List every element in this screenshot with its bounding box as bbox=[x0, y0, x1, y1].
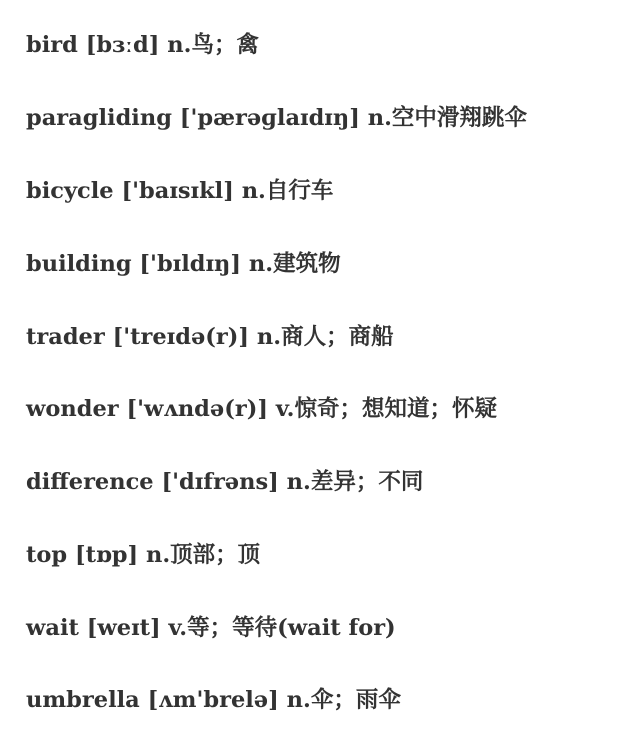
entry-meaning: n.顶部；顶 bbox=[145, 542, 261, 568]
entry-word: top bbox=[26, 542, 68, 568]
entry-phonetic: [weɪt] bbox=[86, 615, 161, 641]
entry-word: difference bbox=[26, 469, 154, 495]
entry-meaning: n.建筑物 bbox=[248, 251, 341, 277]
vocab-entry-top bbox=[26, 535, 260, 575]
entry-word: bicycle bbox=[26, 178, 114, 204]
entry-word: wait bbox=[26, 615, 79, 641]
entry-phonetic: ['wʌndə(r)] bbox=[126, 396, 269, 422]
entry-word: wonder bbox=[26, 396, 119, 422]
vocab-entry-bicycle bbox=[26, 171, 333, 211]
vocab-entry-difference bbox=[26, 462, 423, 502]
entry-phonetic: ['bɪldɪŋ] bbox=[139, 251, 242, 277]
entry-word: umbrella bbox=[26, 687, 140, 713]
vocab-entry-bird bbox=[26, 25, 259, 65]
entry-phonetic: [tɒp] bbox=[74, 542, 139, 568]
entry-word: building bbox=[26, 251, 132, 277]
entry-meaning: n.空中滑翔跳伞 bbox=[367, 105, 527, 131]
entry-meaning: v.惊奇；想知道；怀疑 bbox=[275, 396, 498, 422]
vocab-entry-paragliding bbox=[26, 98, 527, 138]
entry-phonetic: ['baɪsɪkl] bbox=[121, 178, 234, 204]
entry-phonetic: [ʌm'brelə] bbox=[147, 687, 279, 713]
vocab-entry-building bbox=[26, 244, 341, 284]
entry-word: trader bbox=[26, 324, 105, 350]
entry-word: paragliding bbox=[26, 105, 172, 131]
entry-phonetic: [bɜːd] bbox=[85, 32, 160, 58]
entry-phonetic: ['treɪdə(r)] bbox=[112, 324, 250, 350]
vocab-entry-wait bbox=[26, 608, 396, 648]
vocab-entry-umbrella bbox=[26, 680, 401, 720]
vocab-entry-trader bbox=[26, 317, 394, 357]
vocab-entry-wonder bbox=[26, 389, 497, 429]
entry-meaning: v.等；等待(wait for) bbox=[168, 615, 396, 641]
entry-meaning: n.差异；不同 bbox=[286, 469, 424, 495]
entry-phonetic: ['dɪfrəns] bbox=[161, 469, 279, 495]
entry-meaning: n.伞；雨伞 bbox=[286, 687, 401, 713]
entry-word: bird bbox=[26, 32, 78, 58]
entry-meaning: n.鸟；禽 bbox=[167, 32, 259, 58]
entry-phonetic: ['pærəɡlaɪdɪŋ] bbox=[179, 105, 360, 131]
entry-meaning: n.自行车 bbox=[241, 178, 334, 204]
entry-meaning: n.商人；商船 bbox=[256, 324, 394, 350]
